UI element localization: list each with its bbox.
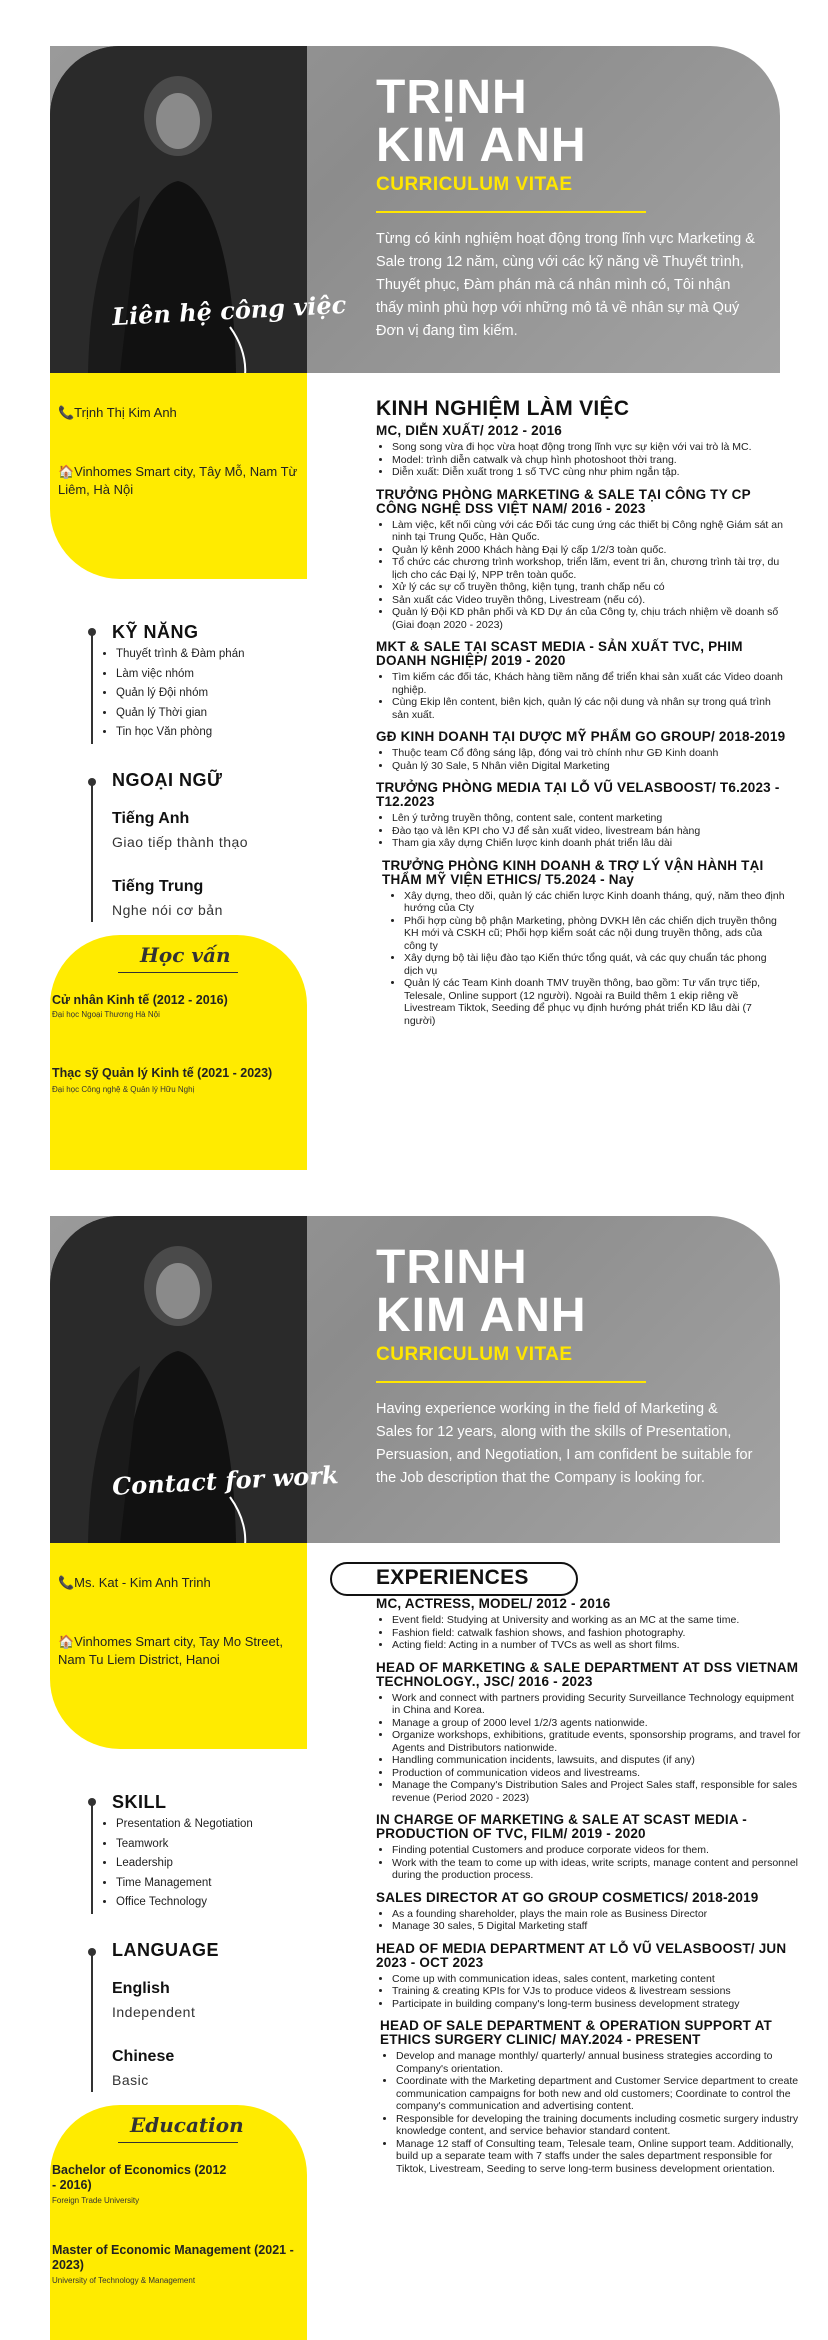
education-underline xyxy=(118,2142,238,2143)
lang-name: Tiếng Trung xyxy=(112,878,204,895)
name-line-2: KIM ANH xyxy=(376,1289,587,1342)
lang-dot xyxy=(88,1948,96,1956)
job-item: • Quản lý Đội KD phân phối và KD Dự án của Công ty, chịu trách nhiệm về doanh số (Giai đoạn 2020 - 2023) xyxy=(392,606,786,631)
intro-text: Từng có kinh nghiệm hoạt động trong lĩnh vực Marketing & Sale trong 12 năm, cùng với các kỹ năng về Thuyết trình, Thuyết phục, Đàm phán mà cá nhân mình có, Tôi nhận thấy mình phù hợp với những mô tả về nhân sự mà Quý Đơn vị đang tìm kiếm. xyxy=(376,231,755,339)
job-title: IN CHARGE OF MARKETING & SALE AT SCAST MEDIA - PRODUCTION OF TVC, FILM/ 2019 - 2020 xyxy=(376,1812,747,1841)
job-item: • Quản lý các Team Kinh doanh TMV truyền thông, bao gồm: Tư vấn trực tiếp, Telesale, Online support (12 người). Ngoài ra Build thêm 1 ekip riêng về Livestream Tiktok, Seeding để phục vụ định hướng phát triển KD lâu dài (7 người) xyxy=(404,977,786,1027)
skills-dot xyxy=(88,1798,96,1806)
job-block xyxy=(382,859,786,1028)
job-item: • Coordinate with the Marketing department and Customer Service department to create communication campaigns for both new and old customers; Coordinate to control the company's communication and advertising content. xyxy=(396,2075,801,2113)
skill-item: • Quản lý Thời gian xyxy=(116,704,244,724)
experience-list xyxy=(376,424,786,1027)
lang-level: Giao tiếp thành thạo xyxy=(112,834,249,850)
contact-address: 🏠Vinhomes Smart city, Tay Mo Street, Nam Tu Liem District, Hanoi xyxy=(58,1634,283,1667)
job-title: SALES DIRECTOR AT GO GROUP COSMETICS/ 2018-2019 xyxy=(376,1889,759,1905)
contact-title: Liên hệ công việc xyxy=(111,289,347,332)
job-item: • Tìm kiếm các đối tác, Khách hàng tiềm năng để triển khai sản xuất các Video doanh nghiệp. xyxy=(392,671,786,696)
experience-title: EXPERIENCES xyxy=(376,1566,529,1589)
job-item: • Xử lý các sự cố truyền thông, kiện tụng, tranh chấp nếu có xyxy=(392,581,786,594)
job-item: • Responsible for developing the training documents including cosmetic surgery industry knowledge content, and service behavior standard content. xyxy=(396,2113,801,2138)
skill-item: • Làm việc nhóm xyxy=(116,665,244,685)
skill-item: • Teamwork xyxy=(116,1835,253,1855)
skills-list xyxy=(100,1815,253,1913)
job-title: HEAD OF MARKETING & SALE DEPARTMENT AT DSS VIETNAM TECHNOLOGY., JSC/ 2016 - 2023 xyxy=(376,1659,799,1689)
lang-dot xyxy=(88,778,96,786)
job-item: • Manage a group of 2000 level 1/2/3 agents nationwide. xyxy=(392,1717,801,1730)
job-block xyxy=(376,730,786,772)
edu-degree: Master of Economic Management (2021 - 2023) xyxy=(52,2243,294,2272)
job-item: • Cùng Ekip lên content, biên kịch, quản lý các nội dung và nhân sự trong quá trình sản xuất. xyxy=(392,696,786,721)
job-item: • Tổ chức các chương trình workshop, triển lãm, event tri ân, chương trình tài trợ, du lịch cho các Đại lý, NPP trên toàn quốc. xyxy=(392,556,786,581)
job-item: • Training & creating KPIs for VJs to produce videos & livestream sessions xyxy=(392,1985,801,1998)
job-block xyxy=(376,1891,801,1933)
education-title: Education xyxy=(130,2113,244,2137)
experience-title: KINH NGHIỆM LÀM VIỆC xyxy=(376,397,630,420)
job-title: TRƯỞNG PHÒNG KINH DOANH & TRỢ LÝ VẬN HÀNH TẠI THẨM MỸ VIỆN ETHICS/ T5.2024 - Nay xyxy=(382,857,764,887)
edu-degree: Bachelor of Economics (2012 - 2016) xyxy=(52,2163,227,2192)
cv-label: CURRICULUM VITAE xyxy=(376,1344,573,1365)
job-item: • Finding potential Customers and produce corporate videos for them. xyxy=(392,1844,801,1857)
job-item: • Come up with communication ideas, sales content, marketing content xyxy=(392,1973,801,1986)
lang-level: Basic xyxy=(112,2072,149,2088)
lang-name: Tiếng Anh xyxy=(112,810,190,827)
job-items xyxy=(376,1844,801,1882)
edu-school: Đại học Công nghệ & Quản lý Hữu Nghị xyxy=(52,1085,195,1094)
job-items xyxy=(380,2050,801,2175)
job-item: • Thuộc team Cổ đông sáng lập, đóng vai trò chính như GĐ Kinh doanh xyxy=(392,747,786,760)
job-item: • Participate in building company's long-term business development strategy xyxy=(392,1998,801,2011)
education-underline xyxy=(118,972,238,973)
job-title: MC, ACTRESS, MODEL/ 2012 - 2016 xyxy=(376,1596,611,1611)
job-item: • As a founding shareholder, plays the main role as Business Director xyxy=(392,1908,801,1921)
job-item: • Song song vừa đi học vừa hoạt động trong lĩnh vực sự kiện với vai trò là MC. xyxy=(392,441,786,454)
job-item: • Event field: Studying at University and working as an MC at the same time. xyxy=(392,1614,801,1627)
name-line-1: TRINH xyxy=(376,1241,528,1294)
lang-level: Independent xyxy=(112,2004,196,2020)
job-items xyxy=(376,441,786,479)
job-item: • Handling communication incidents, lawsuits, and disputes (if any) xyxy=(392,1754,801,1767)
skill-item: • Quản lý Đội nhóm xyxy=(116,684,244,704)
edu-degree: Thạc sỹ Quản lý Kinh tế (2021 - 2023) xyxy=(52,1066,273,1080)
job-item: • Fashion field: catwalk fashion shows, and fashion photography. xyxy=(392,1627,801,1640)
lang-name: English xyxy=(112,1980,170,1997)
job-items xyxy=(376,1692,801,1805)
job-title: MC, DIỄN XUẤT/ 2012 - 2016 xyxy=(376,423,563,438)
job-block xyxy=(376,488,786,632)
intro-text: Having experience working in the field of Marketing & Sales for 12 years, along with the skills of Presentation, Persuasion, and Negotiation, I am confident be suitable for the Job description that the Company is looking for. xyxy=(376,1401,753,1486)
job-items xyxy=(376,812,786,850)
job-block xyxy=(376,1597,801,1652)
lang-line xyxy=(91,1952,93,2092)
skill-item: • Tin học Văn phòng xyxy=(116,723,244,743)
job-item: • Diễn xuất: Diễn xuất trong 1 số TVC cùng như phim ngắn tập. xyxy=(392,466,786,479)
job-title: GĐ KINH DOANH TẠI DƯỢC MỸ PHẨM GO GROUP/ 2018-2019 xyxy=(376,729,786,744)
job-item: • Lên ý tưởng truyền thông, content sale, content marketing xyxy=(392,812,786,825)
job-item: • Develop and manage monthly/ quarterly/ annual business strategies according to Company's orientation. xyxy=(396,2050,801,2075)
job-item: • Xây dựng, theo dõi, quản lý các chiến lược Kinh doanh tháng, quý, năm theo định hướng của Cty xyxy=(404,890,786,915)
job-items xyxy=(376,519,786,632)
job-block xyxy=(376,1942,801,2011)
job-title: TRƯỞNG PHÒNG MEDIA TẠI LỖ VŨ VELASBOOST/ T6.2023 - T12.2023 xyxy=(376,780,780,809)
skill-item: • Presentation & Negotiation xyxy=(116,1815,253,1835)
job-item: • Work and connect with partners providing Security Surveillance Technology equipment in China and Korea. xyxy=(392,1692,801,1717)
cv-label: CURRICULUM VITAE xyxy=(376,174,573,195)
job-items xyxy=(376,1973,801,2011)
job-item: • Sản xuất các Video truyền thông, Livestream (nếu có). xyxy=(392,594,786,607)
edu-school: University of Technology & Management xyxy=(52,2276,196,2285)
job-title: HEAD OF MEDIA DEPARTMENT AT LỖ VŨ VELASBOOST/ JUN 2023 - OCT 2023 xyxy=(376,1940,787,1970)
cv-underline xyxy=(376,211,646,213)
contact-name: 📞Trịnh Thị Kim Anh xyxy=(58,405,177,420)
job-title: HEAD OF SALE DEPARTMENT & OPERATION SUPPORT AT ETHICS SURGERY CLINIC/ MAY.2024 - PRESENT xyxy=(380,2018,772,2047)
job-item: • Manage 12 staff of Consulting team, Telesale team, Online support team. Additionally, build up a separate team with 7 staffs under the sales department responsible for Tiktok, Livestream, Seeding to serve long-term business development orientation. xyxy=(396,2138,801,2176)
lang-line xyxy=(91,782,93,922)
job-items xyxy=(382,890,786,1028)
job-items xyxy=(376,1908,801,1933)
job-item: • Tham gia xây dựng Chiến lược kinh doanh phát triển lâu dài xyxy=(392,837,786,850)
skills-title: KỸ NĂNG xyxy=(112,622,199,642)
job-item: • Model: trình diễn catwalk và chụp hình photoshoot thời trang. xyxy=(392,454,786,467)
job-item: • Xây dựng bộ tài liệu đào tạo Kiến thức tổng quát, và các quy chuẩn tác phong dịch vụ xyxy=(404,952,786,977)
lang-name: Chinese xyxy=(112,2048,175,2065)
skills-title: SKILL xyxy=(112,1792,167,1812)
experience-list xyxy=(376,1597,801,2175)
job-items xyxy=(376,747,786,772)
job-items xyxy=(376,671,786,721)
job-item: • Quản lý 30 Sale, 5 Nhân viên Digital Marketing xyxy=(392,760,786,773)
job-item: • Làm việc, kết nối cùng với các Đối tác cung ứng các thiết bị Công nghệ Giám sát an ninh tại Trung Quốc, Hàn Quốc. xyxy=(392,519,786,544)
skill-item: • Office Technology xyxy=(116,1893,253,1913)
job-item: • Manage the Company's Distribution Sales and Project Sales staff, responsible for sales revenue (Period 2020 - 2023) xyxy=(392,1779,801,1804)
job-block xyxy=(376,781,786,850)
lang-title: LANGUAGE xyxy=(112,1940,219,1960)
skills-line xyxy=(91,632,93,744)
job-title: TRƯỞNG PHÒNG MARKETING & SALE TẠI CÔNG TY CP CÔNG NGHỆ DSS VIỆT NAM/ 2016 - 2023 xyxy=(376,486,751,516)
contact-name: 📞Ms. Kat - Kim Anh Trinh xyxy=(58,1575,211,1590)
contact-title: Contact for work xyxy=(111,1460,340,1501)
job-items xyxy=(376,1614,801,1652)
skill-item: • Thuyết trình & Đàm phán xyxy=(116,645,244,665)
edu-school: Foreign Trade University xyxy=(52,2196,140,2205)
job-block xyxy=(376,1813,801,1882)
job-item: • Đào tạo và lên KPI cho VJ để sản xuất video, livestream bán hàng xyxy=(392,825,786,838)
job-item: • Organize workshops, exhibitions, gratitude events, sponsorship programs, and travel for Agents and Distributors nationwide. xyxy=(392,1729,801,1754)
cv-underline xyxy=(376,1381,646,1383)
job-item: • Quản lý kênh 2000 Khách hàng Đại lý cấp 1/2/3 toàn quốc. xyxy=(392,544,786,557)
lang-title: NGOẠI NGỮ xyxy=(112,770,223,790)
job-block xyxy=(376,424,786,479)
name-line-2: KIM ANH xyxy=(376,119,587,172)
job-title: MKT & SALE TẠI SCAST MEDIA - SẢN XUẤT TVC, PHIM DOANH NGHIỆP/ 2019 - 2020 xyxy=(376,639,743,668)
job-item: • Production of communication videos and livestreams. xyxy=(392,1767,801,1780)
job-block xyxy=(376,1661,801,1805)
name-line-1: TRỊNH xyxy=(376,71,528,124)
skill-item: • Time Management xyxy=(116,1874,253,1894)
edu-school: Đại học Ngoại Thương Hà Nội xyxy=(52,1010,160,1019)
skill-item: • Leadership xyxy=(116,1854,253,1874)
skills-list xyxy=(100,645,244,743)
contact-address: 🏠Vinhomes Smart city, Tây Mỗ, Nam Từ Liêm, Hà Nội xyxy=(58,464,298,497)
job-item: • Work with the team to come up with ideas, write scripts, manage content and personnel during the production process. xyxy=(392,1857,801,1882)
job-item: • Manage 30 sales, 5 Digital Marketing staff xyxy=(392,1920,801,1933)
skills-dot xyxy=(88,628,96,636)
job-block xyxy=(376,640,786,721)
skills-line xyxy=(91,1802,93,1914)
education-panel xyxy=(50,935,307,1170)
cv-english xyxy=(0,1170,828,2340)
job-block xyxy=(380,2019,801,2175)
education-panel xyxy=(50,2105,307,2340)
education-title: Học vấn xyxy=(140,943,231,967)
edu-degree: Cử nhân Kinh tế (2012 - 2016) xyxy=(52,993,228,1007)
job-item: • Acting field: Acting in a number of TVCs as well as short films. xyxy=(392,1639,801,1652)
lang-level: Nghe nói cơ bản xyxy=(112,902,223,918)
job-item: • Phối hợp cùng bộ phận Marketing, phòng DVKH lên các chiến dịch truyền thông KH mới và CSKH cũ; Phối hợp kiểm soát các nội dung truyền thông, ads của công ty xyxy=(404,915,786,953)
